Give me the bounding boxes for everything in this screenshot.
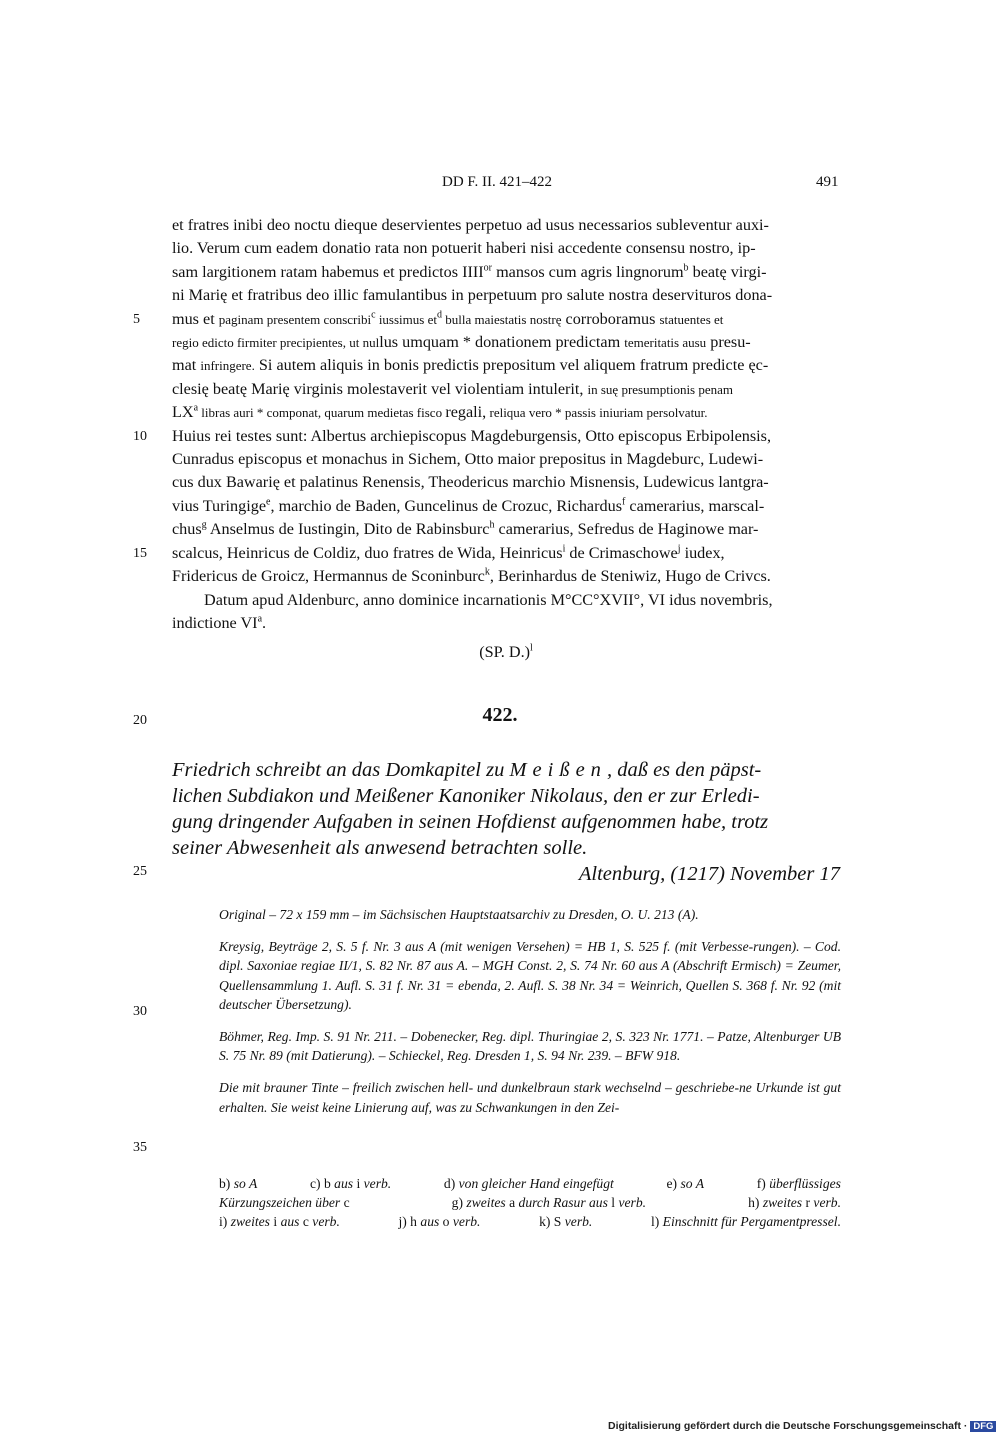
regest-line: seiner Abwesenheit als anwesend betrachten solle. bbox=[172, 837, 588, 859]
footnote-mark: or bbox=[483, 262, 493, 274]
footnote-row bbox=[219, 1212, 841, 1231]
text-line: mus et paginam presentem conscribi$^c$ iussimus $et^d$ bulla maiestatis nostrę corroboramus statuentes et bbox=[172, 309, 724, 328]
text-line: chus$^g$ Anselmus de Iustingin, Dito de Rabinsburc$^h$ camerarius, Sefredus de Haginowe mar- bbox=[172, 519, 759, 539]
text-line: vius Turingige$^e$, marchio de Baden, Guncelinus de Crozuc, Richardus$^f$ camerarius, marscal- bbox=[172, 496, 765, 515]
line-number-5: 5 bbox=[133, 312, 140, 327]
text-line: et fratres inibi deo noctu dieque deservientes perpetuo ad usus necessarios subleventur auxi- bbox=[172, 216, 769, 234]
footnote-mark: b bbox=[683, 262, 689, 274]
text-line: cus dux Bawarię et palatinus Renensis, Theodericus marchio Misnensis, Ludewicus lantgra- bbox=[172, 473, 769, 492]
footnote-k: k) S verb. bbox=[539, 1214, 593, 1229]
line-number-15: 15 bbox=[133, 546, 147, 561]
text-line: ni Marię et fratribus deo illic famulantibus in perpetuum pro salute nostra deservituros dona- bbox=[172, 286, 773, 305]
note-editions: Kreysig, Beyträge 2, S. 5 f. Nr. 3 aus A (mit wenigen Versehen) = HB 1, S. 525 f. (mit Verbesse-rungen). – Cod. dipl. Saxoniae regiae II/1, S. 82 Nr. 87 aus A. – MGH Const. 2, S. 74 Nr. 60 aus A (Abschrift Ermisch) = Zeumer, Quellensammlung 1. Aufl. S. 31 f. Nr. 31 = ebenda, 2. Aufl. S. 38 Nr. 34 = Weinrich, Quellen S. 368 f. Nr. 92 (mit deutscher Übersetzung). bbox=[219, 939, 841, 1012]
footnote-j: j) h aus o verb. bbox=[398, 1214, 481, 1229]
footnote-g: g) zweites a durch Rasur aus l verb. bbox=[451, 1195, 647, 1210]
footnotes bbox=[219, 1174, 841, 1231]
footnote-mark: f bbox=[622, 496, 626, 508]
footnote-f: f) überflüssiges bbox=[756, 1176, 841, 1191]
dfg-logo: DFG bbox=[970, 1421, 996, 1432]
note-original: Original – 72 x 159 mm – im Sächsischen Hauptstaatsarchiv zu Dresden, O. U. 213 (A). bbox=[219, 907, 699, 922]
text-line: scalcus, Heinricus de Coldiz, duo fratres de Wida, Heinricus$^i$ de Crimaschowe$^j$ iudex, bbox=[172, 543, 725, 562]
footnote-l: l) Einschnitt für Pergamentpressel. bbox=[650, 1214, 841, 1229]
footnote-mark: k bbox=[484, 566, 490, 578]
footnote-c: c) b aus i verb. bbox=[310, 1176, 392, 1191]
regest bbox=[172, 757, 840, 887]
text-line: sam largitionem ratam habemus et predictos $IIII^{or}$ mansos cum agris lingnorum$^b$ beatę virgi- bbox=[172, 262, 767, 281]
line-number-25: 25 bbox=[133, 864, 147, 879]
footnote-d: d) von gleicher Hand eingefügt bbox=[443, 1176, 614, 1191]
footnote-b: b) so A bbox=[219, 1176, 258, 1191]
text-line: regio edicto firmiter precipientes, ut nullus umquam * donationem predictam temeritatis ausu presu- bbox=[172, 333, 751, 352]
text-line: Cunradus episcopus et monachus in Sichem, Otto maior prepositus in Magdeburc, Ludewi- bbox=[172, 450, 764, 469]
footnote-mark: a bbox=[257, 613, 263, 625]
preliminary-notes bbox=[219, 905, 841, 1130]
footnote-mark: c bbox=[371, 309, 376, 321]
dating-clause: Datum apud Aldenburc, anno dominice incarnationis M°CC°XVII°, VI idus novembris, bbox=[204, 590, 773, 609]
document-number: 422. bbox=[482, 704, 518, 726]
regest-line: lichen Subdiakon und Meißener Kanoniker Nikolaus, den er zur Erledi- bbox=[172, 785, 760, 807]
regest-line: Friedrich schreibt an das Domkapitel zu Meißen, daß es den päpst- bbox=[172, 759, 762, 781]
line-number-20: 20 bbox=[133, 713, 147, 728]
text-line: indictione $VI^a$. bbox=[172, 613, 267, 632]
footnote-mark: l bbox=[530, 642, 533, 654]
text-line: mat infringere. Si autem aliquis in bonis predictis prepositum vel aliquem fratrum predicte ęc- bbox=[172, 356, 769, 375]
line-number-30: 30 bbox=[133, 1004, 147, 1019]
text-line: Huius rei testes sunt: Albertus archiepiscopus Magdeburgensis, Otto episcopus Erbipolensis, bbox=[172, 426, 772, 445]
line-number-35: 35 bbox=[133, 1140, 147, 1155]
footnote-mark: a bbox=[193, 402, 199, 414]
footnote-mark: d bbox=[436, 309, 442, 321]
footnote-row bbox=[219, 1193, 841, 1212]
text-line: lio. Verum cum eadem donatio rata non potuerit haberi nisi accedente consensu nostro, ip- bbox=[172, 239, 756, 258]
running-head-title: DD F. II. 421–422 bbox=[442, 174, 553, 190]
footnote-row bbox=[219, 1174, 841, 1193]
footnote-h: h) zweites r verb. bbox=[748, 1195, 841, 1210]
footnote-mark: e bbox=[266, 496, 271, 508]
charter-text bbox=[172, 214, 840, 665]
text-line: $LX^a$ libras auri * componat, quarum medietas fisco regali, reliqua vero * passis iniuriam persolvatur. bbox=[172, 402, 708, 422]
text-line: Fridericus de Groicz, Hermannus de Sconinburc$^k$, Berinhardus de Steniwiz, Hugo de Crivcs. bbox=[172, 566, 771, 586]
footnote-e: e) so A bbox=[666, 1176, 705, 1191]
note-description: Die mit brauner Tinte – freilich zwischen hell- und dunkelbraun stark wechselnd – geschriebe-ne Urkunde ist gut erhalten. Sie weist keine Linierung auf, was zu Schwankungen in den Zei- bbox=[219, 1080, 841, 1115]
line-number-10: 10 bbox=[133, 429, 147, 444]
footnote-f-cont: Kürzungszeichen über c bbox=[219, 1195, 350, 1210]
funding-credit: Digitalisierung gefördert durch die Deutsche Forschungsgemeinschaft · DFG bbox=[608, 1420, 996, 1432]
page-number: 491 bbox=[816, 174, 839, 190]
regest-dateline: Altenburg, (1217) November 17 bbox=[578, 863, 840, 885]
footnote-mark: g bbox=[201, 519, 207, 531]
seal-note: (SP. D.)$^l$ bbox=[479, 642, 533, 662]
footnote-mark: h bbox=[489, 519, 495, 531]
text-line: clesię beatę Marię virginis molestaverit vel violentiam intulerit, in suę presumptionis penam bbox=[172, 379, 734, 398]
regest-line: gung dringender Aufgaben in seinen Hofdienst aufgenommen habe, trotz bbox=[172, 811, 769, 833]
footnote-i: i) zweites i aus c verb. bbox=[219, 1214, 340, 1229]
note-regesta: Böhmer, Reg. Imp. S. 91 Nr. 211. – Dobenecker, Reg. dipl. Thuringiae 2, S. 323 Nr. 1771. – Patze, Altenburger UB S. 75 Nr. 89 (mit Datierung). – Schieckel, Reg. Dresden 1, S. 94 Nr. 239. – BFW 918. bbox=[219, 1029, 841, 1064]
footnote-mark: j bbox=[677, 543, 681, 555]
footnote-mark: i bbox=[562, 543, 566, 555]
